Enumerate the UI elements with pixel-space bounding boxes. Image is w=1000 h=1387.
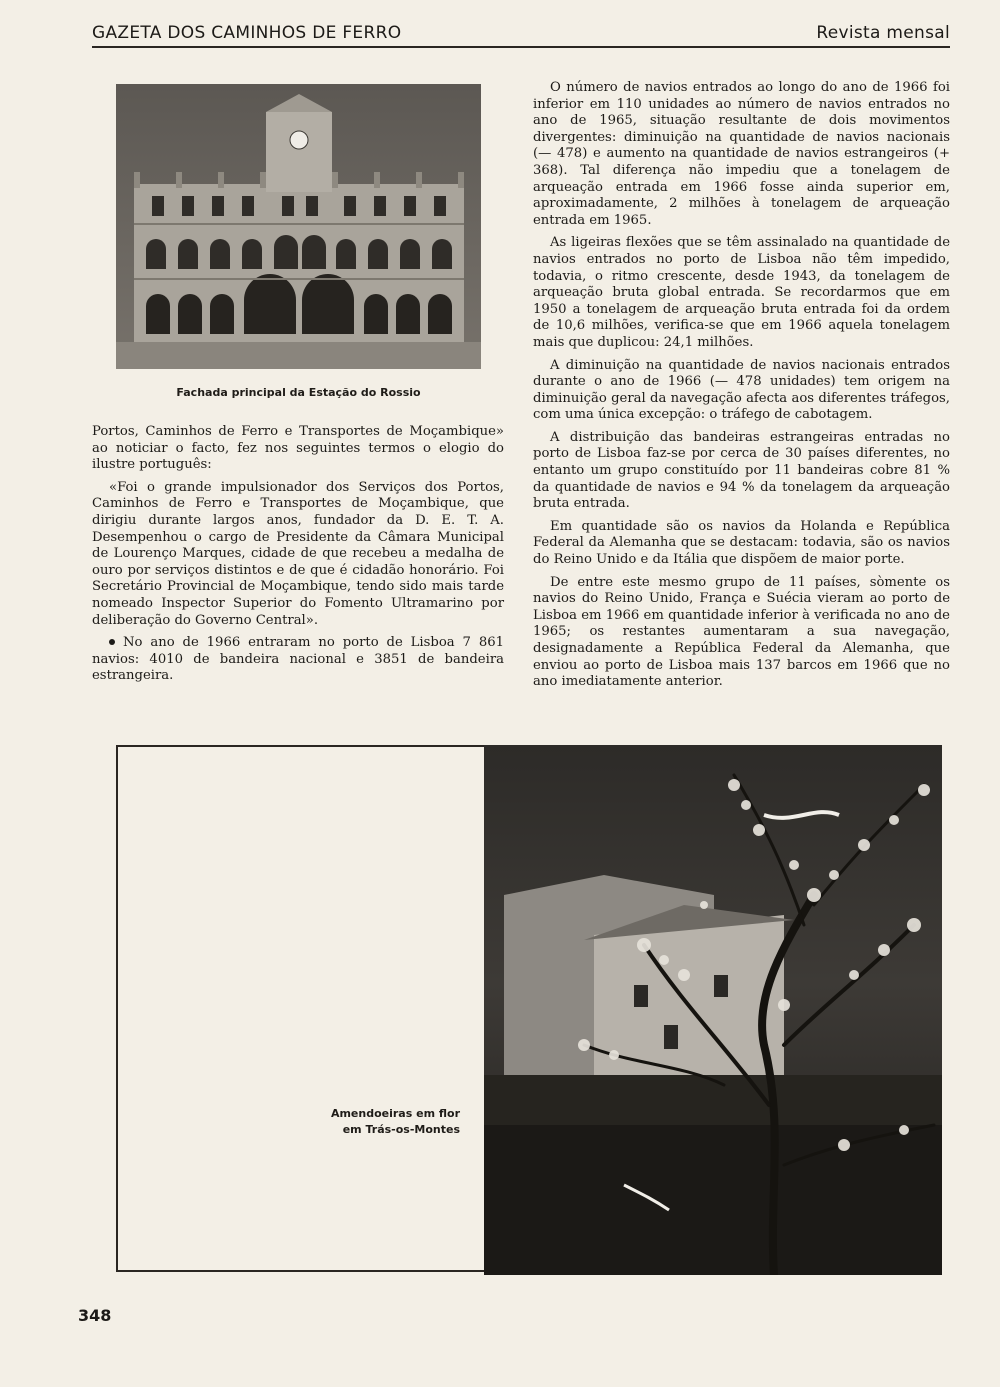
running-header xyxy=(92,22,950,48)
caption-line: em Trás-os-Montes xyxy=(342,1123,460,1136)
journal-title: GAZETA DOS CAMINHOS DE FERRO xyxy=(92,23,402,43)
paragraph: A distribuição das bandeiras estrangeiras entradas no porto de Lisboa faz-se por cerca de 30 países diferentes, no entanto um grupo constituído por 11 bandeiras cobre 81 % da quantidade de navios e 94 % da tonelagem da arqueação bruta entrada. xyxy=(533,429,950,512)
almond-photo-caption xyxy=(300,1106,460,1138)
right-text-column xyxy=(533,80,950,697)
paragraph-bullet xyxy=(92,635,504,685)
caption-line: Amendoeiras em flor xyxy=(330,1107,460,1120)
paragraph: O número de navios entrados ao longo do ano de 1966 foi inferior em 110 unidades ao número de navios entrados no ano de 1965, situação resultante de dois movimentos divergentes: diminuição na quantidade de navios nacionais (— 478) e aumento na quantidade de navios estrangeiros (+ 368). Tal diferença não impediu que a tonelagem de arqueação entrada em 1966 fosse ainda superior em, aproximadamente, 2 milhões à tonelagem de arqueação entrada em 1965. xyxy=(533,80,950,228)
paragraph-text: No ano de 1966 entraram no porto de Lisboa 7 861 navios: 4010 de bandeira nacional e 3851 de bandeira estrangeira. xyxy=(92,635,504,684)
section-title: Revista mensal xyxy=(816,23,950,43)
paragraph: A diminuição na quantidade de navios nacionais entrados durante o ano de 1966 (— 478 unidades) tem origem na diminuição geral da navegação afecta aos diferentes tráfegos, com uma única excepção: o tráfego de cabotagem. xyxy=(533,357,950,423)
paragraph: Portos, Caminhos de Ferro e Transportes de Moçambique» ao noticiar o facto, fez nos seguintes termos o elogio do ilustre português: xyxy=(92,424,504,473)
caption-frame xyxy=(116,745,484,1272)
left-text-column xyxy=(92,424,504,691)
bullet-icon xyxy=(109,639,115,645)
rossio-photo-caption: Fachada principal da Estação do Rossio xyxy=(176,386,421,399)
paragraph: Em quantidade são os navios da Holanda e República Federal da Alemanha que se destacam: todavia, são os navios do Reino Unido e da Itália que dispõem de maior porte. xyxy=(533,518,950,568)
page-number: 348 xyxy=(78,1306,112,1325)
quote-paragraph: «Foi o grande impulsionador dos Serviços dos Portos, Caminhos de Ferro e Transportes de Moçambique, que dirigiu durante largos anos, fundador da D. E. T. A. Desempenhou o cargo de Presidente da Câmara Municipal de Lourenço Marques, cidade de que recebeu a medalha de ouro por serviços distintos e de que é cidadão honorário. Foi Secretário Provincial de Moçambique, tendo sido mais tarde nomeado Inspector Superior do Fomento Ultramarino por deliberação do Governo Central». xyxy=(92,479,504,628)
almond-trees-photo xyxy=(484,745,942,1275)
paragraph: De entre este mesmo grupo de 11 países, sòmente os navios do Reino Unido, França e Suécia vieram ao porto de Lisboa em 1966 em quantidade inferior à verificada no ano de 1965; os restantes aumentaram a sua navegação, designadamente a República Federal da Alemanha, que enviou ao porto de Lisboa mais 137 barcos em 1966 que no ano imediatamente anterior. xyxy=(533,574,950,690)
rossio-station-photo xyxy=(116,84,481,369)
paragraph: As ligeiras flexões que se têm assinalado na quantidade de navios entrados no porto de Lisboa não têm impedido, todavia, o ritmo crescente, desde 1943, da tonelagem de arqueação bruta global entrada. Se recordarmos que em 1950 a tonelagem de arqueação bruta entrada foi da ordem de 10,6 milhões, verifica-se que em 1966 aquela tonelagem mais que duplicou: 24,1 milhões. xyxy=(533,235,950,350)
